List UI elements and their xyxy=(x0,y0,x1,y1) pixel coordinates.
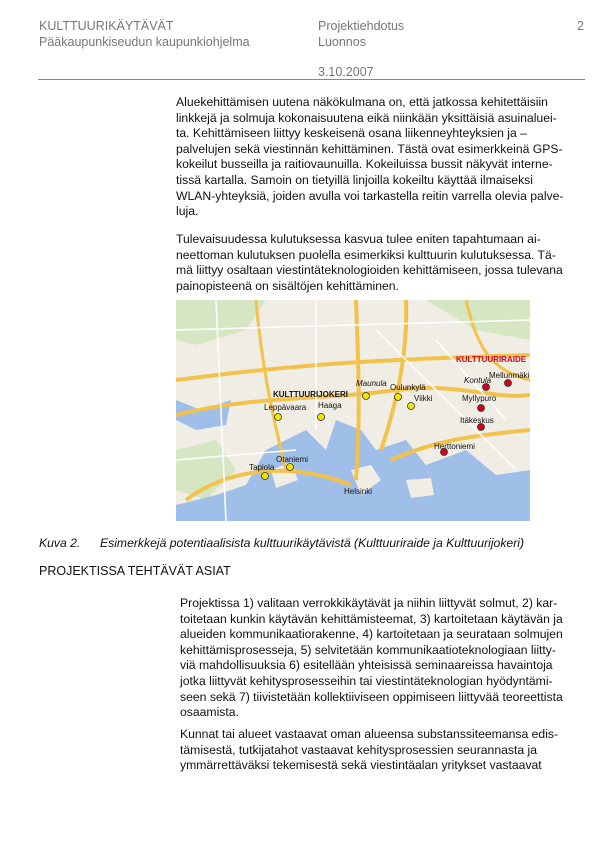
text-line: mä liittyy osaltaan viestintäteknologioiden kehittämiseen, jossa tulevana xyxy=(176,263,563,278)
text-line: seen sekä 7) tiivistetään kollektiiviseen oppimiseen liittyvää teoreettista xyxy=(180,689,563,704)
text-line: kokeilut busseilla ja raitiovaunuilla. Kokeiluissa bussit näkyvät interne- xyxy=(176,157,553,172)
text-line: alueiden kommunikaatiorakenne, 4) kartoitetaan ja seurataan solmujen xyxy=(180,627,563,642)
map-stop-yellow xyxy=(287,464,294,471)
figure-caption-text: Esimerkkejä potentiaalisista kulttuurikäytävistä (Kulttuuriraide ja Kulttuurijokeri) xyxy=(100,536,525,550)
map-stop-label: Kontula xyxy=(464,376,492,385)
document-status: Luonnos xyxy=(318,35,366,49)
map-stop-yellow xyxy=(408,403,415,410)
map-city-label: Helsinki xyxy=(344,487,373,496)
section-heading: PROJEKTISSA TEHTÄVÄT ASIAT xyxy=(39,564,231,578)
map-stop-yellow xyxy=(275,414,282,421)
map-stop-yellow xyxy=(262,473,269,480)
text-line: WLAN-yhteyksiä, joiden avulla voi tarkastella reitin varrella olevia palve- xyxy=(176,188,564,203)
document-type: Projektiehdotus xyxy=(318,19,405,33)
figure-caption xyxy=(39,536,524,550)
text-line: tissä kartalla. Samoin on tietyillä linjoilla kokeiltu käyttää ilmaiseksi xyxy=(176,172,533,187)
header-left xyxy=(39,18,250,50)
text-line: palvelujen sekä viestinnän kehittäminen. Tästä ovat esimerkkeinä GPS- xyxy=(176,141,563,156)
map-stop-label: Haaga xyxy=(318,401,342,410)
culture-corridor-map xyxy=(176,300,530,521)
map-stop-label: Leppävaara xyxy=(264,403,307,412)
map-stop-yellow xyxy=(318,414,325,421)
text-line: osaamista. xyxy=(180,705,239,720)
map-stop-label: Itäkeskus xyxy=(460,416,494,425)
map-stop-red xyxy=(478,405,485,412)
text-line: painopisteenä on sisältöjen kehittäminen. xyxy=(176,278,399,293)
document-date: 3.10.2007 xyxy=(318,65,374,79)
figure-number: Kuva 2. xyxy=(39,536,81,550)
map-island xyxy=(406,478,434,498)
paragraph-2 xyxy=(176,232,563,294)
map-stop-label: Myllypuro xyxy=(462,394,497,403)
text-line: Aluekehittämisen uutena näkökulmana on, että jatkossa kehitettäisiin xyxy=(176,95,548,109)
map-stop-label: Maunula xyxy=(356,379,387,388)
map-stop-label: Viikki xyxy=(414,394,433,403)
text-line: ymmärrettäväksi tekemisestä sekä viestintäalan yritykset vastaavat xyxy=(180,758,542,773)
document-subtitle: Pääkaupunkiseudun kaupunkiohjelma xyxy=(39,35,250,49)
text-line: ta. Kehittämiseen liittyy keskeisenä osana liikenneyhteyksien ja – xyxy=(176,126,527,141)
text-line: Kunnat tai alueet vastaavat oman alueensa substanssiteemansa edis- xyxy=(180,727,559,741)
text-line: kehittämisprosesseja, 5) selvitetään kommunikaatioteknologiaan liitty- xyxy=(180,642,556,657)
text-line: jotka liittyvät kehitysprosesseihin tai viestintäteknologian hyödyntämi- xyxy=(180,673,553,688)
paragraph-4 xyxy=(180,727,559,774)
text-line: toitetaan kunkin käytävän kehittämisteemat, 3) kartoitetaan käytävän ja xyxy=(180,611,563,626)
map-stop-red xyxy=(505,380,512,387)
text-line: linkkejä ja solmuja kokonaisuutena eikä niinkään yksittäisiä asuinaluei- xyxy=(176,110,557,125)
map-stop-label: Otaniemi xyxy=(276,455,309,464)
map-stop-label: Tapiola xyxy=(249,463,275,472)
document-title: KULTTUURIKÄYTÄVÄT xyxy=(39,19,174,33)
map-route-label-raide: KULTTUURIRAIDE xyxy=(456,355,527,364)
text-line: Tulevaisuudessa kulutuksessa kasvua tulee eniten tapahtumaan ai- xyxy=(176,232,541,246)
map-stop-label: Herttoniemi xyxy=(434,442,475,451)
map-route-label-jokeri: KULTTUURIJOKERI xyxy=(273,390,348,399)
text-line: tämisestä, tutkijatahot vastaavat kehitysprosessien seurannasta ja xyxy=(180,742,538,757)
text-line: viä mahdollisuuksia 6) esitellään yhteisissä seminaareissa havaintoja xyxy=(180,658,553,673)
paragraph-1 xyxy=(176,95,564,220)
header-middle xyxy=(318,18,404,50)
map-stop-label: Mellunmäki xyxy=(489,371,530,380)
text-line: Projektissa 1) valitaan verrokkikäytävät ja niihin liittyvät solmut, 2) kar- xyxy=(180,596,558,610)
page-number: 2 xyxy=(577,19,584,33)
header-divider xyxy=(38,79,585,80)
map-stop-yellow xyxy=(395,394,402,401)
paragraph-3 xyxy=(180,596,563,721)
text-line: luja. xyxy=(176,204,199,219)
map-stop-label: Oulunkylä xyxy=(390,383,426,392)
map-stop-yellow xyxy=(363,393,370,400)
text-line: neettoman kulutuksen puolella esimerkiksi kulttuurin kulutuksessa. Tä- xyxy=(176,247,556,262)
